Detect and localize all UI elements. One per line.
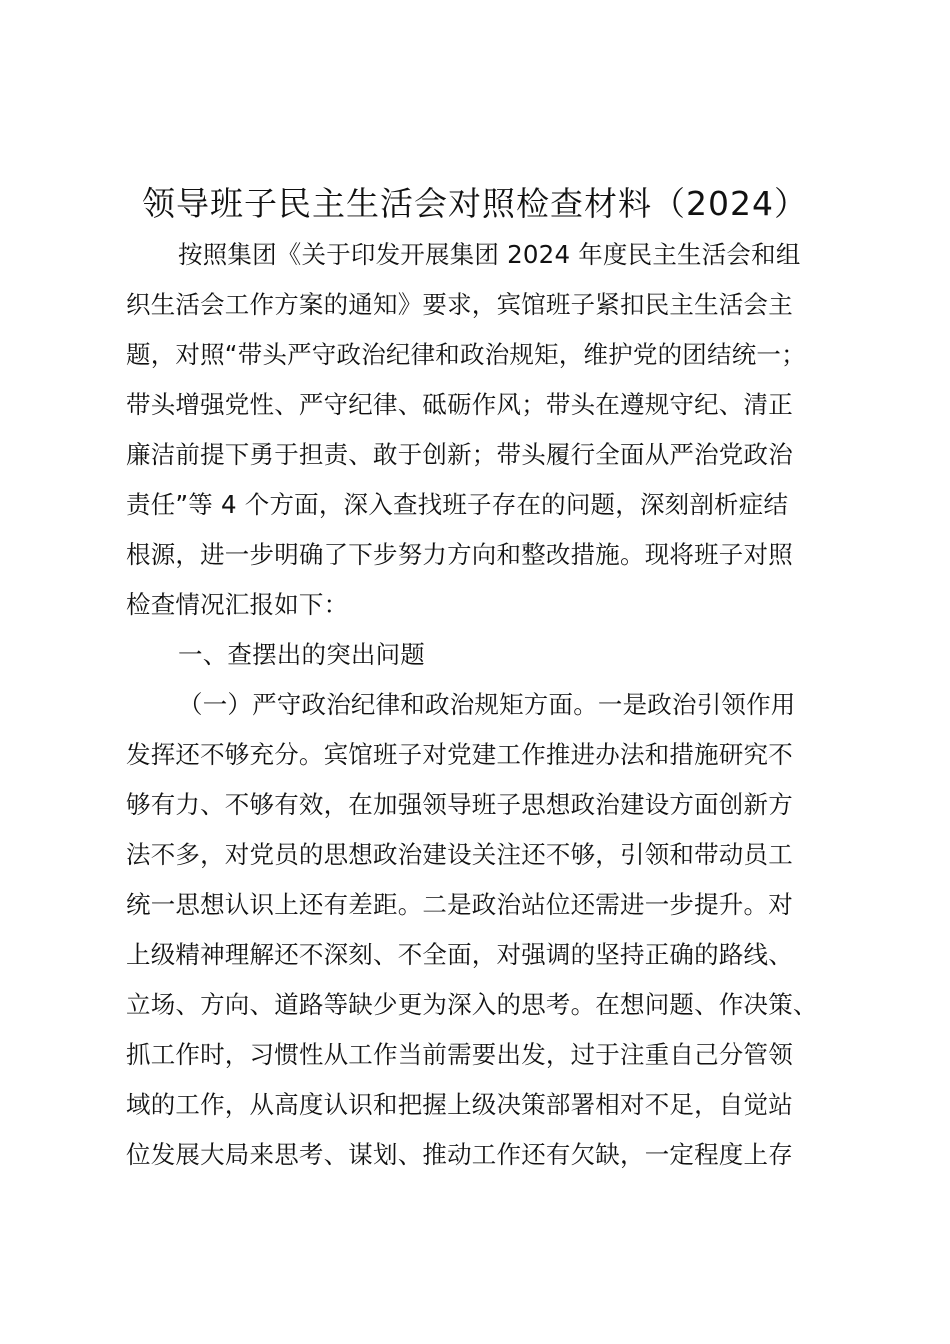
paragraph-line: 法不多，对党员的思想政治建设关注还不够，引领和带动员工 [126, 840, 793, 869]
paragraph-line: （一）严守政治纪律和政治规矩方面。一是政治引领作用 [178, 690, 796, 719]
paragraph-line: 织生活会工作方案的通知》要求，宾馆班子紧扣民主生活会主 [126, 290, 793, 319]
paragraph-line: 责任”等 4 个方面，深入查找班子存在的问题，深刻剖析症结 [126, 490, 789, 519]
paragraph-line: 根源，进一步明确了下步努力方向和整改措施。现将班子对照 [126, 540, 793, 569]
document-body [126, 230, 856, 1180]
section-heading: 一、查摆出的突出问题 [178, 640, 425, 669]
paragraph-line: 立场、方向、道路等缺少更为深入的思考。在想问题、作决策、 [126, 990, 818, 1019]
paragraph-line: 按照集团《关于印发开展集团 2024 年度民主生活会和组 [178, 240, 801, 269]
paragraph-line: 发挥还不够充分。宾馆班子对党建工作推进办法和措施研究不 [126, 740, 793, 769]
paragraph-line: 够有力、不够有效，在加强领导班子思想政治建设方面创新方 [126, 790, 793, 819]
paragraph-line: 检查情况汇报如下： [126, 590, 349, 619]
paragraph-line: 统一思想认识上还有差距。二是政治站位还需进一步提升。对 [126, 890, 793, 919]
paragraph-line: 廉洁前提下勇于担责、敢于创新；带头履行全面从严治党政治 [126, 440, 793, 469]
paragraph-line: 带头增强党性、严守纪律、砥砺作风；带头在遵规守纪、清正 [126, 390, 793, 419]
paragraph-line: 题，对照“带头严守政治纪律和政治规矩，维护党的团结统一； [126, 340, 806, 369]
document-title: 领导班子民主生活会对照检查材料（2024） [142, 184, 808, 223]
paragraph-line: 上级精神理解还不深刻、不全面，对强调的坚持正确的路线、 [126, 940, 793, 969]
paragraph-line: 位发展大局来思考、谋划、推动工作还有欠缺，一定程度上存 [126, 1140, 793, 1169]
paragraph-line: 域的工作，从高度认识和把握上级决策部署相对不足，自觉站 [126, 1090, 793, 1119]
paragraph-line: 抓工作时，习惯性从工作当前需要出发，过于注重自己分管领 [126, 1040, 793, 1069]
